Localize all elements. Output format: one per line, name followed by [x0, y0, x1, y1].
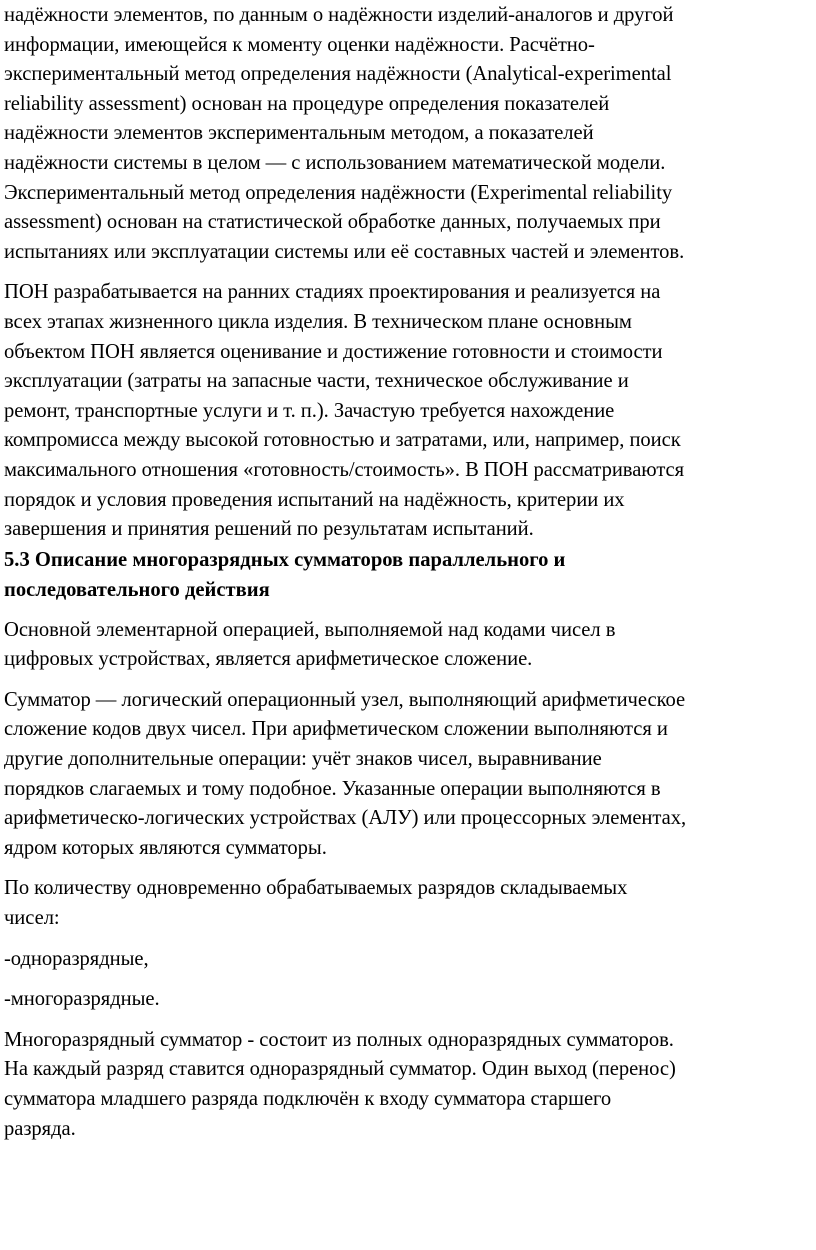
reliability-methods-paragraph: надёжности элементов, по данным о надёжности изделий-аналогов и другой информации, имеющейся к моменту оценки надёжности. Расчётно- экспериментальный метод определения надёжности (Analytical-experimental reliability assessment) основан на процедуре определения показателей надёжности элементов экспериментальным методом, а показателей надёжности системы в целом — с использованием математической модели. Экспериментальный метод определения надёжности (Experimental reliability assessment) основан на статистической обработке данных, получаемых при испытаниях или эксплуатации системы или её составных частей и элементов. [4, 4, 685, 263]
digit-count-paragraph: По количеству одновременно обрабатываемых разрядов складываемых чисел: [4, 877, 628, 930]
adder-definition-paragraph: Сумматор — логический операционный узел, выполняющий арифметическое сложение кодов двух чисел. При арифметическом сложении выполняются и другие дополнительные операции: учёт знаков чисел, выравнивание порядков слагаемых и тому подобное. Указанные операции выполняются в арифметическо-логических устройствах (АЛУ) или процессорных элементах, ядром которых являются сумматоры. [4, 688, 687, 859]
list-item-single-digit: -одноразрядные, [4, 947, 149, 970]
list-item-multi-digit: -многоразрядные. [4, 988, 160, 1011]
multi-digit-adder-paragraph: Многоразрядный сумматор - состоит из полных одноразрядных сумматоров. На каждый разряд ставится одноразрядный сумматор. Один выход (перенос) сумматора младшего разряда подключён к входу сумматора старшего разряда. [4, 1028, 676, 1140]
section-heading: 5.3 Описание многоразрядных сумматоров параллельного и последовательного действия [4, 548, 566, 601]
pon-paragraph: ПОН разрабатывается на ранних стадиях проектирования и реализуется на всех этапах жизненного цикла изделия. В техническом плане основным объектом ПОН является оценивание и достижение готовности и стоимости эксплуатации (затраты на запасные части, техническое обслуживание и ремонт, транспортные услуги и т. п.). Зачастую требуется нахождение компромисса между высокой готовностью и затратами, или, например, поиск максимального отношения «готовность/стоимость». В ПОН рассматриваются порядок и условия проведения испытаний на надёжность, критерии их завершения и принятия решений по результатам испытаний. [4, 281, 685, 541]
addition-intro-paragraph: Основной элементарной операцией, выполняемой над кодами чисел в цифровых устройствах, является арифметическое сложение. [4, 618, 616, 671]
document-page [4, 0, 814, 1144]
